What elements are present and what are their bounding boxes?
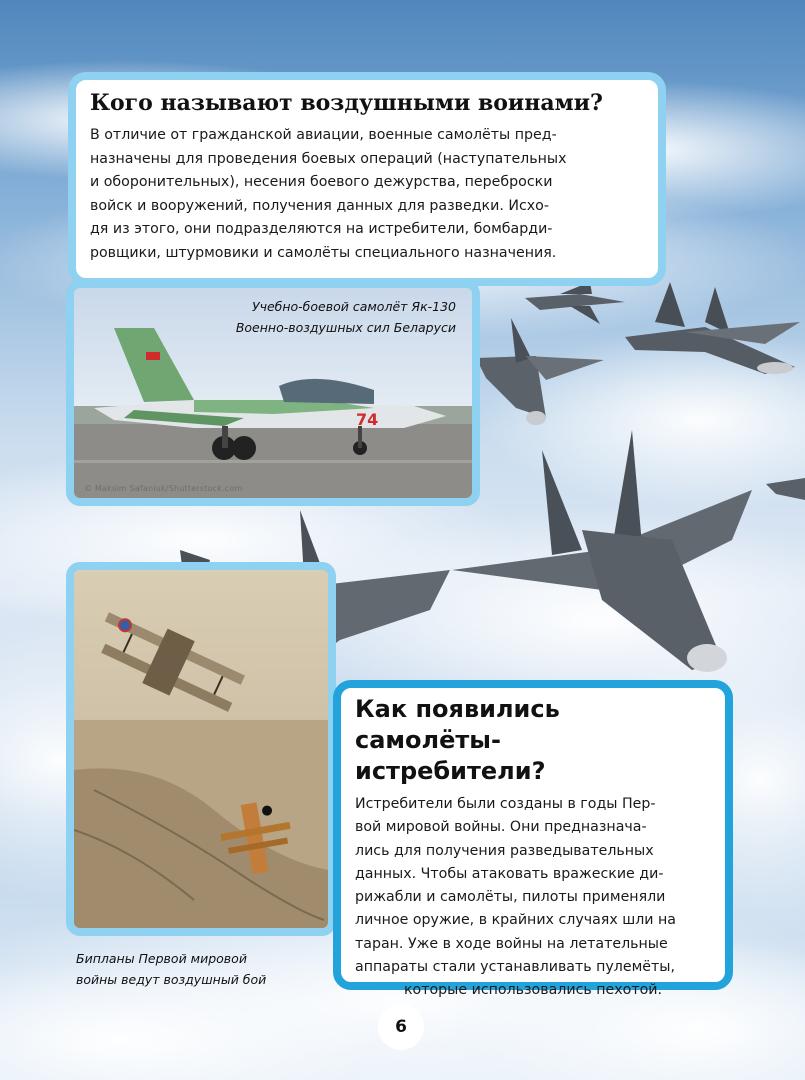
section-paragraph <box>90 124 642 266</box>
section-title: Кого называют воздушными воинами? <box>90 90 603 116</box>
caption-line: Учебно-боевой самолёт Як-130 <box>251 299 456 314</box>
paragraph-line: данных. Чтобы атаковать вражеские ди- <box>355 865 664 882</box>
paragraph-line: Истребители были созданы в годы Пер- <box>355 796 656 812</box>
caption-line: Бипланы Первой мировой <box>76 951 247 966</box>
paragraph-line: назначены для проведения боевых операций (наступательных <box>90 150 567 167</box>
paragraph-line: вой мировой войны. Они предназнача- <box>355 819 647 836</box>
paragraph-last-line: которые использовались пехотой. <box>403 982 663 999</box>
section-paragraph <box>355 793 711 1003</box>
fighter-jet-icon <box>476 308 606 428</box>
page-number: 6 <box>378 1004 424 1050</box>
fighter-jet-icon <box>766 470 805 510</box>
paragraph-line: аппараты стали устанавливать пулемёты, <box>355 959 676 976</box>
fighter-jet-icon <box>615 282 800 382</box>
title-line: истребители? <box>355 757 546 785</box>
paragraph-line: ровщики, штурмовики и самолёты специального назначения. <box>90 244 557 261</box>
section-title <box>355 694 711 787</box>
paragraph-line: войск и вооружений, получения данных для разведки. Исхо- <box>90 197 549 214</box>
tail-number: 74 <box>356 410 379 429</box>
paragraph-line: таран. Уже в ходе войны на летательные <box>355 935 668 952</box>
paragraph-line: личное оружие, в крайних случаях шли на <box>355 912 676 929</box>
paragraph-line: В отличие от гражданской авиации, военные самолёты пред- <box>90 127 557 143</box>
intro-text-box <box>68 72 666 286</box>
fighter-jet-icon <box>452 430 762 680</box>
paragraph-line: рижабли и самолёты, пилоты применяли <box>355 889 666 906</box>
title-line: Как появились самолёты- <box>355 695 560 754</box>
history-text-box <box>333 680 733 999</box>
caption-line: войны ведут воздушный бой <box>76 972 267 987</box>
paragraph-line: дя из этого, они подразделяются на истребители, бомбарди- <box>90 221 553 238</box>
caption-line: Военно-воздушных сил Беларуси <box>235 320 456 335</box>
photo-caption <box>210 296 456 338</box>
paragraph-line: и оборонительных), несения боевого дежурства, переброски <box>90 174 553 191</box>
paragraph-line: лись для получения разведывательных <box>355 842 654 859</box>
photo-credit: © Maksim Safaniuk/Shutterstock.com <box>84 484 243 493</box>
photo-caption <box>76 948 316 990</box>
biplanes-painting <box>66 562 336 936</box>
